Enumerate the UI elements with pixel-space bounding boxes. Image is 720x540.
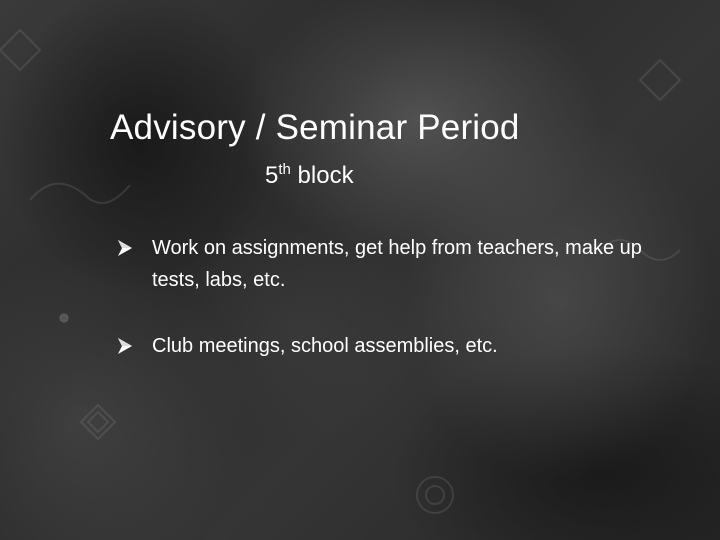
bullet-item — [117, 232, 657, 296]
bullet-item — [117, 330, 657, 362]
bullet-text: Club meetings, school assemblies, etc. — [152, 335, 498, 357]
bullet-text: Work on assignments, get help from teachers, make up tests, labs, etc. — [152, 237, 642, 291]
arrowhead-bullet-icon — [117, 330, 139, 365]
subtitle-superscript: th — [278, 161, 291, 178]
slide-title: Advisory / Seminar Period — [110, 108, 520, 147]
slide-subtitle — [265, 162, 354, 190]
subtitle-rest: block — [290, 162, 354, 189]
subtitle-number: 5 — [265, 162, 279, 189]
arrowhead-bullet-icon — [117, 232, 139, 267]
